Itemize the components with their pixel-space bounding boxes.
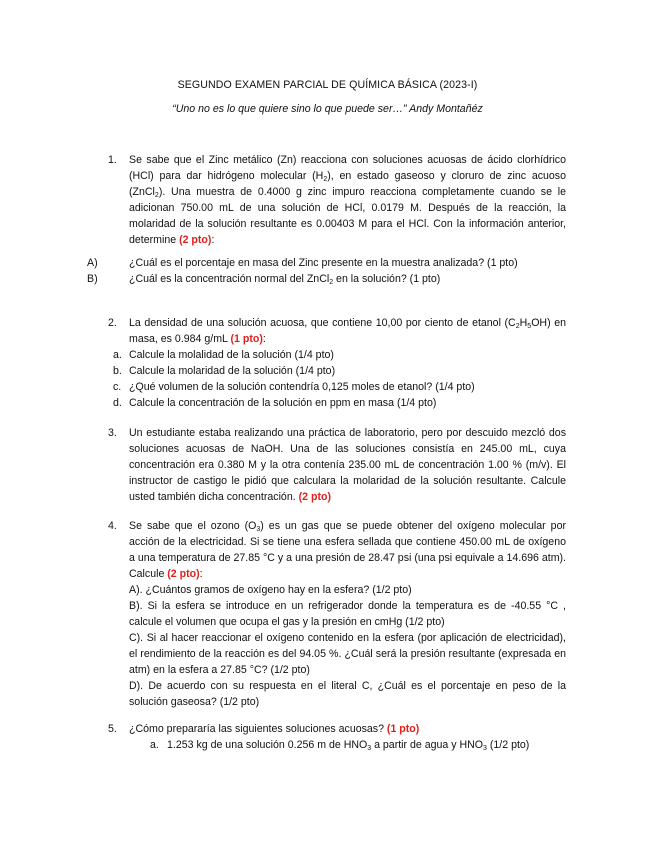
question-4-d: D). De acuerdo con su respuesta en el literal C, ¿Cuál es el porcentaje en peso de la solución gaseosa? (1/2 pto) bbox=[129, 680, 566, 708]
list-item: a. Calcule la molalidad de la solución (1/4 pto) bbox=[113, 349, 334, 361]
question-3-number: 3. bbox=[108, 427, 117, 439]
list-item: d. Calcule la concentración de la solución en ppm en masa (1/4 pto) bbox=[113, 397, 437, 409]
list-item: c. ¿Qué volumen de la solución contendría 0,125 moles de etanol? (1/4 pto) bbox=[113, 381, 475, 393]
list-item: b. Calcule la molaridad de la solución (1/4 pto) bbox=[113, 365, 336, 377]
question-3-points: (2 pto) bbox=[298, 491, 331, 503]
question-5-text: ¿Cómo prepararía las siguientes soluciones acuosas? (1 pto) bbox=[129, 723, 420, 735]
question-4 bbox=[108, 518, 566, 710]
question-4-a: A). ¿Cuántos gramos de oxígeno hay en la esfera? (1/2 pto) bbox=[129, 584, 412, 596]
question-2 bbox=[108, 315, 566, 347]
question-1-points: (2 pto) bbox=[179, 234, 212, 246]
question-4-points: (2 pto) bbox=[167, 568, 200, 580]
question-1-number: 1. bbox=[108, 154, 117, 166]
quote-author: Andy Montañéz bbox=[409, 103, 483, 115]
question-5 bbox=[108, 721, 566, 737]
question-4-b: B). Si la esfera se introduce en un refrigerador donde la temperatura es de -40.55 °C , calcule el volumen que ocupa el gas y la presión en cmHg (1/2 pto) bbox=[129, 600, 566, 628]
question-5-a: a. 1.253 kg de una solución 0.256 m de $HNO_3$ a partir de agua y $HNO_3$ (1/2 pto) bbox=[150, 739, 530, 752]
quote-text: “Uno no es lo que quiere sino lo que puede ser…” bbox=[172, 103, 407, 115]
question-5-points: (1 pto) bbox=[386, 723, 420, 735]
question-4-text: Se sabe que el ozono $(O_3)$ es un gas que se puede obtener del oxígeno molecular por acción de la electricidad. Si se tiene una esfera sellada que contiene 450.00 mL de oxígeno a una temperatura de 27.85 °C y a una presión de 28.47 psi (una psi equivale a 14.696 atm). Calcule (2 pto): bbox=[129, 520, 566, 580]
question-4-number: 4. bbox=[108, 520, 117, 532]
question-1-a: A) ¿Cuál es el porcentaje en masa del Zinc presente en la muestra analizada? (1 pto) bbox=[87, 257, 518, 269]
question-2-text: La densidad de una solución acuosa, que contiene 10,00 por ciento de etanol $(C_2H_5OH)$ en masa, es 0.984 g/mL (1 pto): bbox=[129, 317, 566, 345]
question-1-text: Se sabe que el Zinc metálico (Zn) reacciona con soluciones acuosas de ácido clorhídrico (HCl) para dar hidrógeno molecular $(H_2)$, en estado gaseoso y cloruro de zinc acuoso (ZnCl$_2$). Una muestra de 0.4000 g zinc impuro reacciona completamente cuando se le adicionan 750.00 mL de una solución de HCl, 0.0179 M. Después de la reacción, la molaridad de la solución resultante es 0.00403 M para el HCl. Con la información anterior, determine (2 pto): bbox=[129, 154, 567, 246]
exam-title: SEGUNDO EXAMEN PARCIAL DE QUÍMICA BÁSICA (2023-I) bbox=[177, 79, 478, 91]
question-4-c: C). Si al hacer reaccionar el oxígeno contenido en la esfera (por aplicación de electricidad), el rendimiento de la reacción es del 94.05 %. ¿Cuál será la presión resultante (expresada en atm) en la esfera a 27.85 °C? (1/2 pto) bbox=[129, 632, 566, 676]
question-2-items bbox=[113, 347, 566, 411]
question-3 bbox=[108, 425, 566, 505]
question-1 bbox=[108, 152, 566, 248]
question-1-b: B) ¿Cuál es la concentración normal del ZnCl$_2$ en la solución? (1 pto) bbox=[87, 273, 441, 286]
question-5-number: 5. bbox=[108, 723, 117, 735]
question-3-text: Un estudiante estaba realizando una práctica de laboratorio, pero por descuido mezcló dos soluciones acuosas de NaOH. Una de las soluciones consistía en 245.00 mL, cuya concentración era 0.380 M y la otra contenía 235.00 mL de concentración 1.00 % (m/v). El instructor de castigo le pidió que calculara la molaridad de la solución resultante. Calcule usted también dicha concentración. (2 pto) bbox=[129, 427, 566, 503]
question-2-number: 2. bbox=[108, 317, 117, 329]
exam-quote bbox=[0, 103, 655, 115]
question-2-points: (1 pto) bbox=[230, 333, 263, 345]
